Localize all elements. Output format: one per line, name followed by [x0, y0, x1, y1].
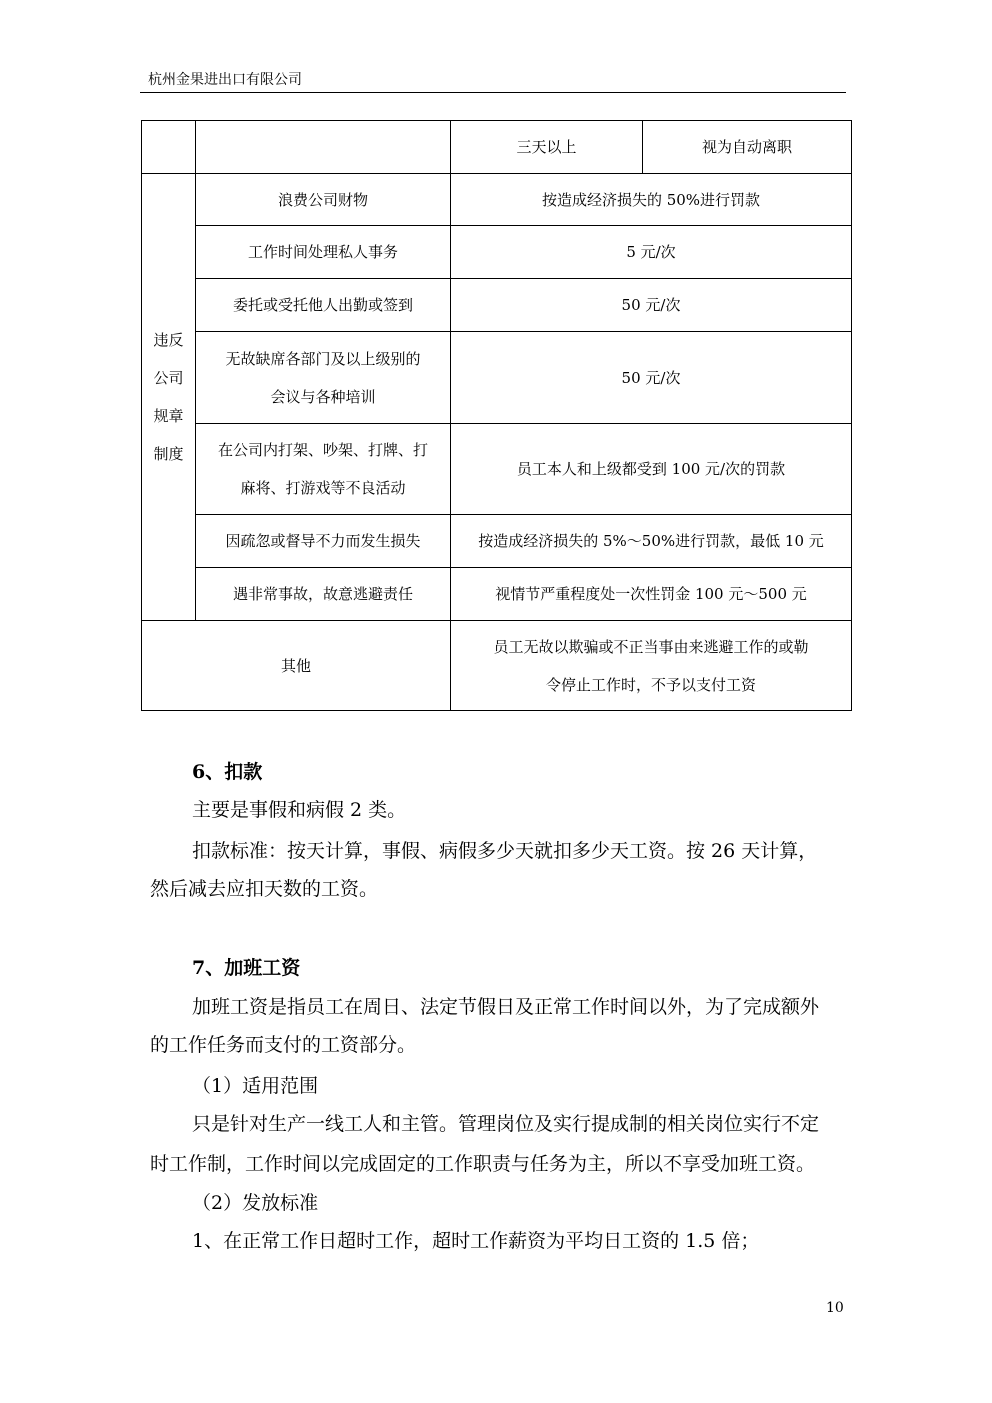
table-row — [142, 568, 852, 621]
section-6-paragraph: 然后减去应扣天数的工资。 — [150, 878, 379, 900]
table-cell-penalty: 员工本人和上级都受到 100 元/次的罚款 — [451, 424, 852, 515]
table-cell: 视为自动离职 — [643, 121, 852, 174]
cell-line: 麻将、打游戏等不良活动 — [240, 479, 406, 497]
table-cell-item: 浪费公司财物 — [196, 174, 451, 226]
table-cell-empty — [196, 121, 451, 174]
header-rule — [140, 92, 846, 93]
section-7-title: 7、加班工资 — [192, 957, 301, 979]
table-cell-penalty: 50 元/次 — [451, 332, 852, 424]
section-7-subheading: （1）适用范围 — [192, 1075, 319, 1097]
table-row — [142, 121, 852, 174]
table-row — [142, 515, 852, 568]
section-7-paragraph: 只是针对生产一线工人和主管。管理岗位及实行提成制的相关岗位实行不定 — [192, 1113, 820, 1135]
table-cell-item: 工作时间处理私人事务 — [196, 226, 451, 279]
penalty-table — [141, 120, 852, 711]
section-6-title: 6、扣款 — [192, 761, 263, 783]
group-label-line: 规章 — [153, 407, 184, 425]
group-label-line: 制度 — [153, 445, 184, 463]
table-row — [142, 279, 852, 332]
section-7-paragraph: 的工作任务而支付的工资部分。 — [150, 1034, 417, 1056]
table-cell-other-label: 其他 — [142, 621, 451, 711]
cell-line: 令停止工作时，不予以支付工资 — [545, 675, 756, 694]
group-label-cell — [142, 174, 196, 621]
cell-line: 在公司内打架、吵架、打牌、打 — [217, 441, 428, 459]
table-cell-penalty: 按造成经济损失的 50%进行罚款 — [451, 174, 852, 226]
table-cell-penalty: 5 元/次 — [451, 226, 852, 279]
table-cell-item: 因疏忽或督导不力而发生损失 — [196, 515, 451, 568]
table-cell-penalty: 50 元/次 — [451, 279, 852, 332]
table-row — [142, 226, 852, 279]
table-cell-item — [196, 424, 451, 515]
table-row — [142, 174, 852, 226]
table-cell: 三天以上 — [451, 121, 643, 174]
group-label-line: 违反 — [153, 331, 184, 349]
table-row — [142, 424, 852, 515]
table-row — [142, 621, 852, 711]
table-cell-item — [196, 332, 451, 424]
section-7-paragraph: 加班工资是指员工在周日、法定节假日及正常工作时间以外，为了完成额外 — [192, 996, 820, 1018]
section-7-paragraph: 时工作制，工作时间以完成固定的工作职责与任务为主，所以不享受加班工资。 — [150, 1153, 816, 1175]
section-7-subheading: （2）发放标准 — [192, 1192, 319, 1214]
table-cell-penalty: 按造成经济损失的 5%～50%进行罚款，最低 10 元 — [451, 515, 852, 568]
table-cell-item: 委托或受托他人出勤或签到 — [196, 279, 451, 332]
table-row — [142, 332, 852, 424]
section-6-paragraph: 扣款标准：按天计算，事假、病假多少天就扣多少天工资。按 26 天计算， — [192, 840, 818, 862]
cell-line: 无故缺席各部门及以上级别的 — [225, 349, 421, 368]
table-cell-empty — [142, 121, 196, 174]
cell-line: 会议与各种培训 — [270, 387, 376, 406]
group-label-line: 公司 — [153, 369, 184, 387]
section-7-paragraph: 1、在正常工作日超时工作，超时工作薪资为平均日工资的 1.5 倍； — [192, 1230, 760, 1252]
page-header: 杭州金果进出口有限公司 — [148, 72, 302, 88]
table-cell-penalty: 视情节严重程度处一次性罚金 100 元～500 元 — [451, 568, 852, 621]
cell-line: 员工无故以欺骗或不正当事由来逃避工作的或勒 — [493, 637, 809, 656]
table-cell-item: 遇非常事故，故意逃避责任 — [196, 568, 451, 621]
section-6-paragraph: 主要是事假和病假 2 类。 — [192, 799, 407, 821]
page-number: 10 — [826, 1300, 844, 1316]
table-cell-other-penalty — [451, 621, 852, 711]
